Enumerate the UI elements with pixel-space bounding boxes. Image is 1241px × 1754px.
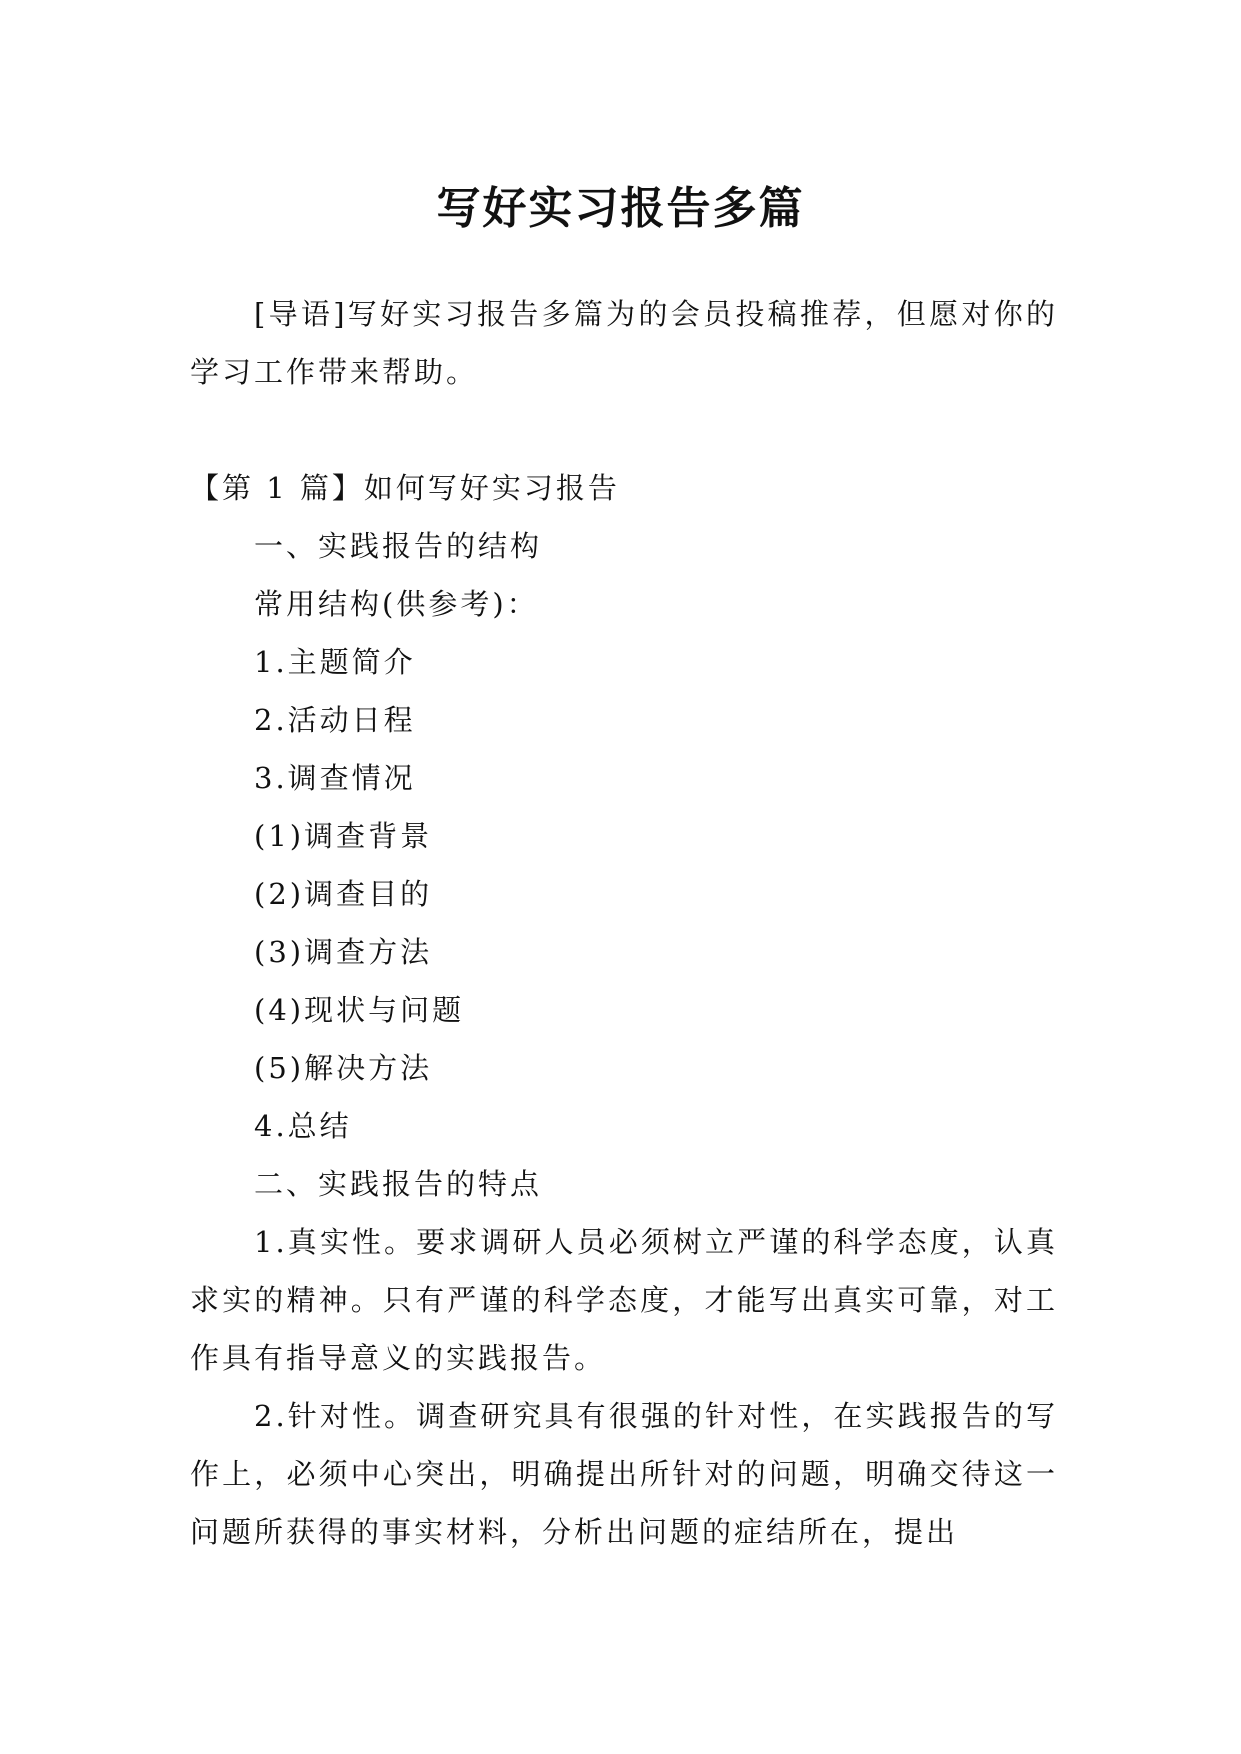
article-heading: 【第 1 篇】如何写好实习报告 xyxy=(190,471,620,505)
paragraph-authenticity: 1.真实性。要求调研人员必须树立严谨的科学态度，认真求实的精神。只有严谨的科学态度，才能写出真实可靠，对工作具有指导意义的实践报告。 xyxy=(190,1225,1058,1375)
document-title: 写好实习报告多篇 xyxy=(436,183,805,235)
list-item: (5)解决方法 xyxy=(254,1051,433,1085)
lead-paragraph: [导语]写好实习报告多篇为的会员投稿推荐，但愿对你的学习工作带来帮助。 xyxy=(190,297,1058,389)
list-item: (3)调查方法 xyxy=(254,935,433,969)
document-body xyxy=(190,285,1058,1561)
structure-intro-line: 常用结构(供参考)： xyxy=(254,587,539,621)
section-heading-features: 二、实践报告的特点 xyxy=(254,1167,543,1201)
list-item: 1.主题简介 xyxy=(254,645,416,679)
list-item: 3.调查情况 xyxy=(254,761,416,795)
list-item: 2.活动日程 xyxy=(254,703,416,737)
list-item: (4)现状与问题 xyxy=(254,993,465,1027)
list-item: 4.总结 xyxy=(254,1109,352,1143)
list-item: (1)调查背景 xyxy=(254,819,433,853)
list-item: (2)调查目的 xyxy=(254,877,433,911)
paragraph-targeting: 2.针对性。调查研究具有很强的针对性，在实践报告的写作上，必须中心突出，明确提出所针对的问题，明确交待这一问题所获得的事实材料，分析出问题的症结所在，提出 xyxy=(190,1399,1058,1549)
section-heading-structure: 一、实践报告的结构 xyxy=(254,529,543,563)
